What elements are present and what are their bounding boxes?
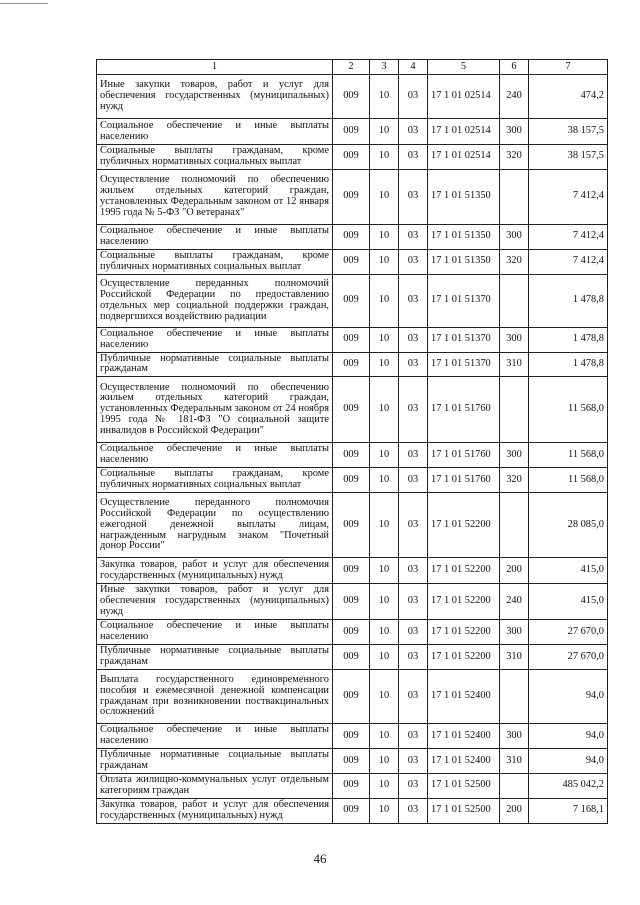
table-row [97,443,608,468]
row-name-cell: Закупка товаров, работ и услуг для обеспечения государственных (муниципальных) нужд [97,798,333,823]
row-name-cell: Социальные выплаты гражданам, кроме публичных нормативных социальных выплат [97,468,333,493]
amount-cell: 38 157,5 [529,145,608,170]
subsection-cell: 03 [399,145,428,170]
admin-code-cell: 009 [333,798,370,823]
table-row [97,493,608,558]
target-article-cell: 17 1 01 51350 [428,224,500,249]
admin-code-cell: 009 [333,670,370,724]
subsection-cell: 03 [399,798,428,823]
amount-cell: 474,2 [529,75,608,119]
row-name-cell: Выплата государственного единовременного пособия и ежемесячной денежной компенсации гражданам при возникновении поствакцинальных осложнений [97,670,333,724]
target-article-cell: 17 1 01 52500 [428,798,500,823]
table-row [97,749,608,774]
section-cell: 10 [370,620,399,645]
target-article-cell: 17 1 01 52400 [428,749,500,774]
expense-kind-cell: 300 [500,327,529,352]
section-cell: 10 [370,145,399,170]
admin-code-cell: 009 [333,274,370,327]
row-name-cell: Иные закупки товаров, работ и услуг для обеспечения государственных (муниципальных) нужд [97,584,333,620]
table-row [97,773,608,798]
target-article-cell: 17 1 01 51370 [428,274,500,327]
amount-cell: 28 085,0 [529,493,608,558]
section-cell: 10 [370,584,399,620]
section-cell: 10 [370,749,399,774]
admin-code-cell: 009 [333,749,370,774]
admin-code-cell: 009 [333,352,370,377]
admin-code-cell: 009 [333,377,370,443]
section-cell: 10 [370,249,399,274]
table-row [97,558,608,584]
target-article-cell: 17 1 01 52200 [428,558,500,584]
expense-kind-cell: 240 [500,75,529,119]
expense-kind-cell: 300 [500,724,529,749]
column-header: 2 [333,60,370,75]
section-cell: 10 [370,274,399,327]
column-header: 6 [500,60,529,75]
admin-code-cell: 009 [333,443,370,468]
amount-cell: 11 568,0 [529,443,608,468]
target-article-cell: 17 1 01 51760 [428,468,500,493]
row-name-cell: Осуществление полномочий по обеспечению жильем отдельных категорий граждан, установленных Федеральным законом от 12 января 1995 года № 5-ФЗ "О ветеранах" [97,169,333,224]
expense-kind-cell: 300 [500,224,529,249]
column-header: 1 [97,60,333,75]
section-cell: 10 [370,645,399,670]
table-row [97,352,608,377]
expense-kind-cell [500,169,529,224]
section-cell: 10 [370,558,399,584]
admin-code-cell: 009 [333,645,370,670]
page-number: 46 [313,851,327,866]
subsection-cell: 03 [399,352,428,377]
row-name-cell: Закупка товаров, работ и услуг для обеспечения государственных (муниципальных) нужд [97,558,333,584]
target-article-cell: 17 1 01 02514 [428,145,500,170]
table-row [97,145,608,170]
subsection-cell: 03 [399,119,428,145]
subsection-cell: 03 [399,327,428,352]
target-article-cell: 17 1 01 52200 [428,645,500,670]
subsection-cell: 03 [399,169,428,224]
subsection-cell: 03 [399,558,428,584]
subsection-cell: 03 [399,749,428,774]
subsection-cell: 03 [399,224,428,249]
expense-kind-cell: 240 [500,584,529,620]
table-row [97,670,608,724]
section-cell: 10 [370,119,399,145]
subsection-cell: 03 [399,274,428,327]
row-name-cell: Иные закупки товаров, работ и услуг для обеспечения государственных (муниципальных) нужд [97,75,333,119]
expense-kind-cell: 300 [500,119,529,145]
column-header: 5 [428,60,500,75]
amount-cell: 7 412,4 [529,249,608,274]
section-cell: 10 [370,773,399,798]
section-cell: 10 [370,224,399,249]
expense-kind-cell: 320 [500,249,529,274]
table-row [97,377,608,443]
row-name-cell: Оплата жилищно-коммунальных услуг отдельным категориям граждан [97,773,333,798]
section-cell: 10 [370,670,399,724]
expense-kind-cell: 310 [500,749,529,774]
row-name-cell: Публичные нормативные социальные выплаты гражданам [97,645,333,670]
row-name-cell: Осуществление переданного полномочия Российской Федерации по осуществлению ежегодной денежной выплаты лицам, награжденным нагрудным знаком "Почетный донор России" [97,493,333,558]
column-header: 7 [529,60,608,75]
section-cell: 10 [370,443,399,468]
expense-kind-cell: 300 [500,443,529,468]
section-cell: 10 [370,798,399,823]
table-row [97,468,608,493]
target-article-cell: 17 1 01 02514 [428,75,500,119]
subsection-cell: 03 [399,620,428,645]
expense-kind-cell: 200 [500,558,529,584]
table-row [97,620,608,645]
section-cell: 10 [370,493,399,558]
amount-cell: 1 478,8 [529,352,608,377]
amount-cell: 94,0 [529,670,608,724]
row-name-cell: Социальное обеспечение и иные выплаты населению [97,224,333,249]
table-header-row [97,60,608,75]
table-row [97,327,608,352]
subsection-cell: 03 [399,773,428,798]
target-article-cell: 17 1 01 51760 [428,443,500,468]
row-name-cell: Социальное обеспечение и иные выплаты населению [97,327,333,352]
admin-code-cell: 009 [333,724,370,749]
target-article-cell: 17 1 01 52200 [428,493,500,558]
target-article-cell: 17 1 01 51370 [428,352,500,377]
target-article-cell: 17 1 01 02514 [428,119,500,145]
section-cell: 10 [370,327,399,352]
table-row [97,119,608,145]
admin-code-cell: 009 [333,327,370,352]
subsection-cell: 03 [399,249,428,274]
amount-cell: 7 168,1 [529,798,608,823]
budget-table [96,59,608,824]
admin-code-cell: 009 [333,75,370,119]
row-name-cell: Социальные выплаты гражданам, кроме публичных нормативных социальных выплат [97,249,333,274]
subsection-cell: 03 [399,443,428,468]
target-article-cell: 17 1 01 51760 [428,377,500,443]
section-cell: 10 [370,169,399,224]
target-article-cell: 17 1 01 52200 [428,584,500,620]
expense-kind-cell [500,493,529,558]
amount-cell: 94,0 [529,749,608,774]
amount-cell: 1 478,8 [529,327,608,352]
expense-kind-cell [500,274,529,327]
target-article-cell: 17 1 01 51350 [428,249,500,274]
amount-cell: 94,0 [529,724,608,749]
admin-code-cell: 009 [333,558,370,584]
subsection-cell: 03 [399,493,428,558]
table-row [97,274,608,327]
row-name-cell: Публичные нормативные социальные выплаты гражданам [97,749,333,774]
admin-code-cell: 009 [333,249,370,274]
subsection-cell: 03 [399,377,428,443]
subsection-cell: 03 [399,645,428,670]
table-row [97,724,608,749]
table-row [97,584,608,620]
expense-kind-cell: 310 [500,352,529,377]
expense-kind-cell [500,670,529,724]
subsection-cell: 03 [399,584,428,620]
subsection-cell: 03 [399,468,428,493]
scan-edge-line [0,3,48,4]
amount-cell: 415,0 [529,558,608,584]
expense-kind-cell: 200 [500,798,529,823]
target-article-cell: 17 1 01 51350 [428,169,500,224]
expense-kind-cell [500,377,529,443]
section-cell: 10 [370,468,399,493]
column-header: 4 [399,60,428,75]
amount-cell: 7 412,4 [529,169,608,224]
table-row [97,169,608,224]
row-name-cell: Осуществление переданных полномочий Российской Федерации по предоставлению отдельных мер социальной поддержки граждан, подвергшихся воздействию радиации [97,274,333,327]
table-row [97,249,608,274]
target-article-cell: 17 1 01 51370 [428,327,500,352]
row-name-cell: Социальное обеспечение и иные выплаты населению [97,119,333,145]
admin-code-cell: 009 [333,468,370,493]
target-article-cell: 17 1 01 52200 [428,620,500,645]
row-name-cell: Социальные выплаты гражданам, кроме публичных нормативных социальных выплат [97,145,333,170]
table-row [97,645,608,670]
target-article-cell: 17 1 01 52400 [428,670,500,724]
expense-kind-cell: 320 [500,468,529,493]
table-row [97,75,608,119]
subsection-cell: 03 [399,75,428,119]
row-name-cell: Социальное обеспечение и иные выплаты населению [97,620,333,645]
admin-code-cell: 009 [333,145,370,170]
row-name-cell: Публичные нормативные социальные выплаты гражданам [97,352,333,377]
column-header: 3 [370,60,399,75]
admin-code-cell: 009 [333,169,370,224]
section-cell: 10 [370,377,399,443]
target-article-cell: 17 1 01 52400 [428,724,500,749]
amount-cell: 11 568,0 [529,468,608,493]
admin-code-cell: 009 [333,773,370,798]
amount-cell: 485 042,2 [529,773,608,798]
amount-cell: 11 568,0 [529,377,608,443]
section-cell: 10 [370,75,399,119]
expense-kind-cell: 300 [500,620,529,645]
target-article-cell: 17 1 01 52500 [428,773,500,798]
subsection-cell: 03 [399,724,428,749]
admin-code-cell: 009 [333,620,370,645]
admin-code-cell: 009 [333,119,370,145]
expense-kind-cell: 320 [500,145,529,170]
amount-cell: 415,0 [529,584,608,620]
amount-cell: 7 412,4 [529,224,608,249]
row-name-cell: Социальное обеспечение и иные выплаты населению [97,724,333,749]
amount-cell: 38 157,5 [529,119,608,145]
expense-kind-cell: 310 [500,645,529,670]
row-name-cell: Социальное обеспечение и иные выплаты населению [97,443,333,468]
subsection-cell: 03 [399,670,428,724]
table-row [97,224,608,249]
row-name-cell: Осуществление полномочий по обеспечению жильем отдельных категорий граждан, установленных Федеральным законом от 24 ноября 1995 года № 181-ФЗ "О социальной защите инвалидов в Российской Федерации" [97,377,333,443]
admin-code-cell: 009 [333,584,370,620]
table-row [97,798,608,823]
admin-code-cell: 009 [333,493,370,558]
amount-cell: 27 670,0 [529,620,608,645]
amount-cell: 27 670,0 [529,645,608,670]
expense-kind-cell [500,773,529,798]
section-cell: 10 [370,352,399,377]
section-cell: 10 [370,724,399,749]
amount-cell: 1 478,8 [529,274,608,327]
admin-code-cell: 009 [333,224,370,249]
